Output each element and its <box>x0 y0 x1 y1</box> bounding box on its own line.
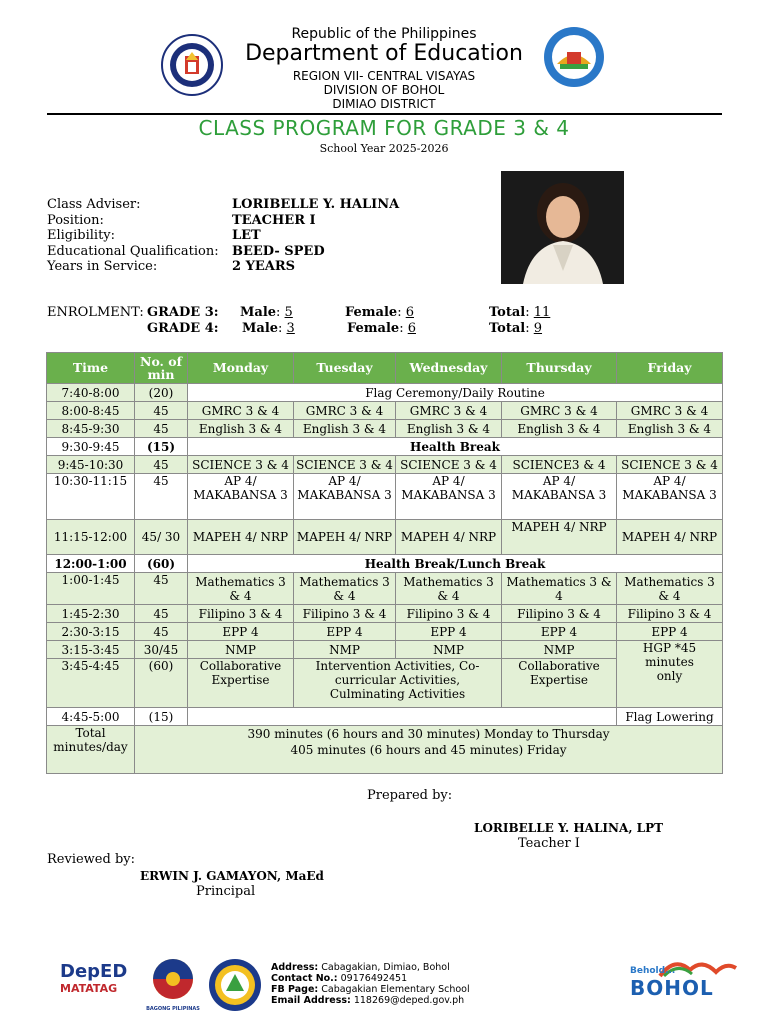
total-line-2: 405 minutes (6 hours and 45 minutes) Friday <box>290 743 567 757</box>
subject-cell: SCIENCE 3 & 4 <box>294 456 396 474</box>
prepared-by-name: LORIBELLE Y. HALINA, LPT <box>474 821 664 835</box>
label-years-service: Years in Service: <box>47 259 158 274</box>
subject-cell: SCIENCE3 & 4 <box>502 456 617 474</box>
time-cell: 1:00-1:45 <box>47 573 135 605</box>
prepared-by-position: Teacher I <box>518 836 580 851</box>
school-year: School Year 2025-2026 <box>319 142 449 155</box>
minutes-cell: 45/ 30 <box>135 520 188 555</box>
behold-bohol-logo <box>630 956 740 1002</box>
table-row <box>47 623 723 641</box>
flag-ceremony-cell: Flag Ceremony/Daily Routine <box>188 384 723 402</box>
fb-line: FB Page: Cabagakian Elementary School <box>271 984 470 995</box>
time-cell: 3:45-4:45 <box>47 659 135 708</box>
minutes-cell: (15) <box>135 708 188 726</box>
label-class-adviser: Class Adviser: <box>47 197 141 212</box>
division-line: DIVISION OF BOHOL <box>323 83 445 97</box>
matatag-text: MATATAG <box>60 982 118 995</box>
subject-cell: English 3 & 4 <box>396 420 502 438</box>
deped-logo-text: DepED <box>60 961 128 982</box>
subject-cell: NMP <box>188 641 294 659</box>
grade3-female: Female: 6 <box>345 305 414 320</box>
region-line: REGION VII- CENTRAL VISAYAS <box>292 69 476 83</box>
value-eligibility: LET <box>232 228 261 243</box>
subject-cell: AP 4/ MAKABANSA 3 <box>617 474 723 520</box>
subject-cell: EPP 4 <box>617 623 723 641</box>
label-position: Position: <box>47 212 104 228</box>
subject-cell: AP 4/ MAKABANSA 3 <box>396 474 502 520</box>
minutes-cell: 30/45 <box>135 641 188 659</box>
document-title: CLASS PROGRAM FOR GRADE 3 & 4 <box>198 116 570 140</box>
subject-cell: SCIENCE 3 & 4 <box>188 456 294 474</box>
table-row <box>47 456 723 474</box>
table-row <box>47 438 723 456</box>
subject-cell: NMP <box>396 641 502 659</box>
table-row <box>47 605 723 623</box>
total-label-cell: Total minutes/day <box>47 726 135 774</box>
subject-cell: NMP <box>502 641 617 659</box>
deped-matatag-logo <box>60 962 132 1006</box>
minutes-cell: (15) <box>135 438 188 456</box>
school-seal-logo <box>204 957 266 1013</box>
grade4-male: Male: 3 <box>242 321 295 336</box>
district-line: DIMIAO DISTRICT <box>332 97 436 111</box>
minutes-cell: (20) <box>135 384 188 402</box>
header-divider <box>47 113 722 115</box>
republic-heading: Republic of the Philippines <box>291 26 477 42</box>
subject-cell: Mathematics 3 & 4 <box>188 573 294 605</box>
subject-cell: AP 4/ MAKABANSA 3 <box>502 474 617 520</box>
minutes-cell: 45 <box>135 623 188 641</box>
subject-cell: Mathematics 3 & 4 <box>617 573 723 605</box>
lunch-break-cell: Health Break/Lunch Break <box>188 555 723 573</box>
contact-block <box>271 962 501 1006</box>
subject-cell: Filipino 3 & 4 <box>502 605 617 623</box>
time-cell: 10:30-11:15 <box>47 474 135 520</box>
subject-cell: Filipino 3 & 4 <box>188 605 294 623</box>
minutes-cell: 45 <box>135 402 188 420</box>
subject-cell: EPP 4 <box>188 623 294 641</box>
class-schedule-table <box>46 352 723 774</box>
time-cell: 12:00-1:00 <box>47 555 135 573</box>
minutes-cell: (60) <box>135 659 188 708</box>
subject-cell: GMRC 3 & 4 <box>294 402 396 420</box>
table-row <box>47 726 723 774</box>
subject-cell: Mathematics 3 & 4 <box>502 573 617 605</box>
grade3-total: Total: 11 <box>489 305 551 320</box>
subject-cell: GMRC 3 & 4 <box>188 402 294 420</box>
value-position: TEACHER I <box>232 212 316 228</box>
friday-hgp-cell: HGP *45 minutes only <box>617 641 723 708</box>
subject-cell: MAPEH 4/ NRP <box>617 520 723 555</box>
info-labels <box>47 197 219 275</box>
subject-cell: Mathematics 3 & 4 <box>396 573 502 605</box>
subject-cell: GMRC 3 & 4 <box>396 402 502 420</box>
department-heading: Department of Education <box>245 41 523 66</box>
value-years-service: 2 YEARS <box>232 259 296 274</box>
subject-cell: English 3 & 4 <box>188 420 294 438</box>
subject-cell: Filipino 3 & 4 <box>617 605 723 623</box>
grade3-male: Male: 5 <box>240 305 293 320</box>
behold-text: Behold... <box>630 966 676 976</box>
prepared-by-label: Prepared by: <box>367 788 453 803</box>
table-row <box>47 384 723 402</box>
total-line-1: 390 minutes (6 hours and 30 minutes) Monday to Thursday <box>247 727 610 741</box>
time-cell: 3:15-3:45 <box>47 641 135 659</box>
subject-cell: EPP 4 <box>294 623 396 641</box>
time-cell: 9:30-9:45 <box>47 438 135 456</box>
bagong-pilipinas-text: BAGONG PILIPINAS <box>146 1006 200 1012</box>
time-cell: 2:30-3:15 <box>47 623 135 641</box>
table-row <box>47 708 723 726</box>
time-cell: 11:15-12:00 <box>47 520 135 555</box>
collaborative-expertise-cell: Collaborative Expertise <box>188 659 294 708</box>
bohol-text: BOHOL <box>630 976 714 1000</box>
subject-cell: English 3 & 4 <box>617 420 723 438</box>
table-row <box>47 641 723 659</box>
subject-cell: MAPEH 4/ NRP <box>396 520 502 555</box>
time-cell: 1:45-2:30 <box>47 605 135 623</box>
table-header-row <box>47 353 723 384</box>
total-minutes-cell <box>135 726 723 774</box>
grade4-label: GRADE 4: <box>147 321 219 336</box>
subject-cell: Filipino 3 & 4 <box>396 605 502 623</box>
value-class-adviser: LORIBELLE Y. HALINA <box>232 197 400 212</box>
header-monday: Monday <box>188 353 294 384</box>
subject-cell: English 3 & 4 <box>294 420 396 438</box>
header-tuesday: Tuesday <box>294 353 396 384</box>
collaborative-expertise-cell: Collaborative Expertise <box>502 659 617 708</box>
time-cell: 4:45-5:00 <box>47 708 135 726</box>
minutes-cell: 45 <box>135 474 188 520</box>
table-row <box>47 573 723 605</box>
value-qualification: BEED- SPED <box>232 243 325 259</box>
email-line: Email Address: 118269@deped.gov.ph <box>271 995 465 1006</box>
bagong-pilipinas-logo <box>144 957 202 1013</box>
header-wednesday: Wednesday <box>396 353 502 384</box>
subject-cell: Filipino 3 & 4 <box>294 605 396 623</box>
grade3-label: GRADE 3: <box>147 305 219 320</box>
info-values <box>232 197 399 275</box>
subject-cell: EPP 4 <box>502 623 617 641</box>
health-break-cell: Health Break <box>188 438 723 456</box>
subject-cell: AP 4/ MAKABANSA 3 <box>188 474 294 520</box>
minutes-cell: 45 <box>135 605 188 623</box>
subject-cell: NMP <box>294 641 396 659</box>
header-thursday: Thursday <box>502 353 617 384</box>
address-line: Address: Cabagakian, Dimiao, Bohol <box>271 962 450 973</box>
subject-cell: EPP 4 <box>396 623 502 641</box>
enrolment-label: ENROLMENT: <box>47 305 144 320</box>
subject-cell: Mathematics 3 & 4 <box>294 573 396 605</box>
table-row <box>47 520 723 555</box>
minutes-cell: 45 <box>135 573 188 605</box>
header-minutes: No. of min <box>135 353 188 384</box>
label-qualification: Educational Qualification: <box>47 243 219 259</box>
contact-line: Contact No.: 09176492451 <box>271 973 408 984</box>
time-cell: 8:45-9:30 <box>47 420 135 438</box>
empty-cell <box>188 708 617 726</box>
time-cell: 9:45-10:30 <box>47 456 135 474</box>
table-row <box>47 555 723 573</box>
grade4-total: Total: 9 <box>489 321 543 336</box>
minutes-cell: 45 <box>135 456 188 474</box>
subject-cell: SCIENCE 3 & 4 <box>617 456 723 474</box>
label-eligibility: Eligibility: <box>47 228 116 243</box>
minutes-cell: 45 <box>135 420 188 438</box>
subject-cell: AP 4/ MAKABANSA 3 <box>294 474 396 520</box>
subject-cell: GMRC 3 & 4 <box>502 402 617 420</box>
subject-cell: GMRC 3 & 4 <box>617 402 723 420</box>
reviewed-by-position: Principal <box>196 884 256 899</box>
adviser-photo <box>501 171 624 284</box>
subject-cell: MAPEH 4/ NRP <box>294 520 396 555</box>
table-row <box>47 420 723 438</box>
table-row <box>47 402 723 420</box>
grade4-female: Female: 6 <box>347 321 416 336</box>
table-row <box>47 474 723 520</box>
reviewed-by-label: Reviewed by: <box>47 852 135 867</box>
minutes-cell: (60) <box>135 555 188 573</box>
subject-cell: SCIENCE 3 & 4 <box>396 456 502 474</box>
time-cell: 7:40-8:00 <box>47 384 135 402</box>
reviewed-by-name: ERWIN J. GAMAYON, MaEd <box>140 869 324 883</box>
flag-lowering-cell: Flag Lowering <box>617 708 723 726</box>
header-time: Time <box>47 353 135 384</box>
time-cell: 8:00-8:45 <box>47 402 135 420</box>
subject-cell: English 3 & 4 <box>502 420 617 438</box>
subject-cell: MAPEH 4/ NRP <box>502 520 617 555</box>
subject-cell: MAPEH 4/ NRP <box>188 520 294 555</box>
header-friday: Friday <box>617 353 723 384</box>
intervention-activities-cell: Intervention Activities, Co-curricular Activities, Culminating Activities <box>294 659 502 708</box>
